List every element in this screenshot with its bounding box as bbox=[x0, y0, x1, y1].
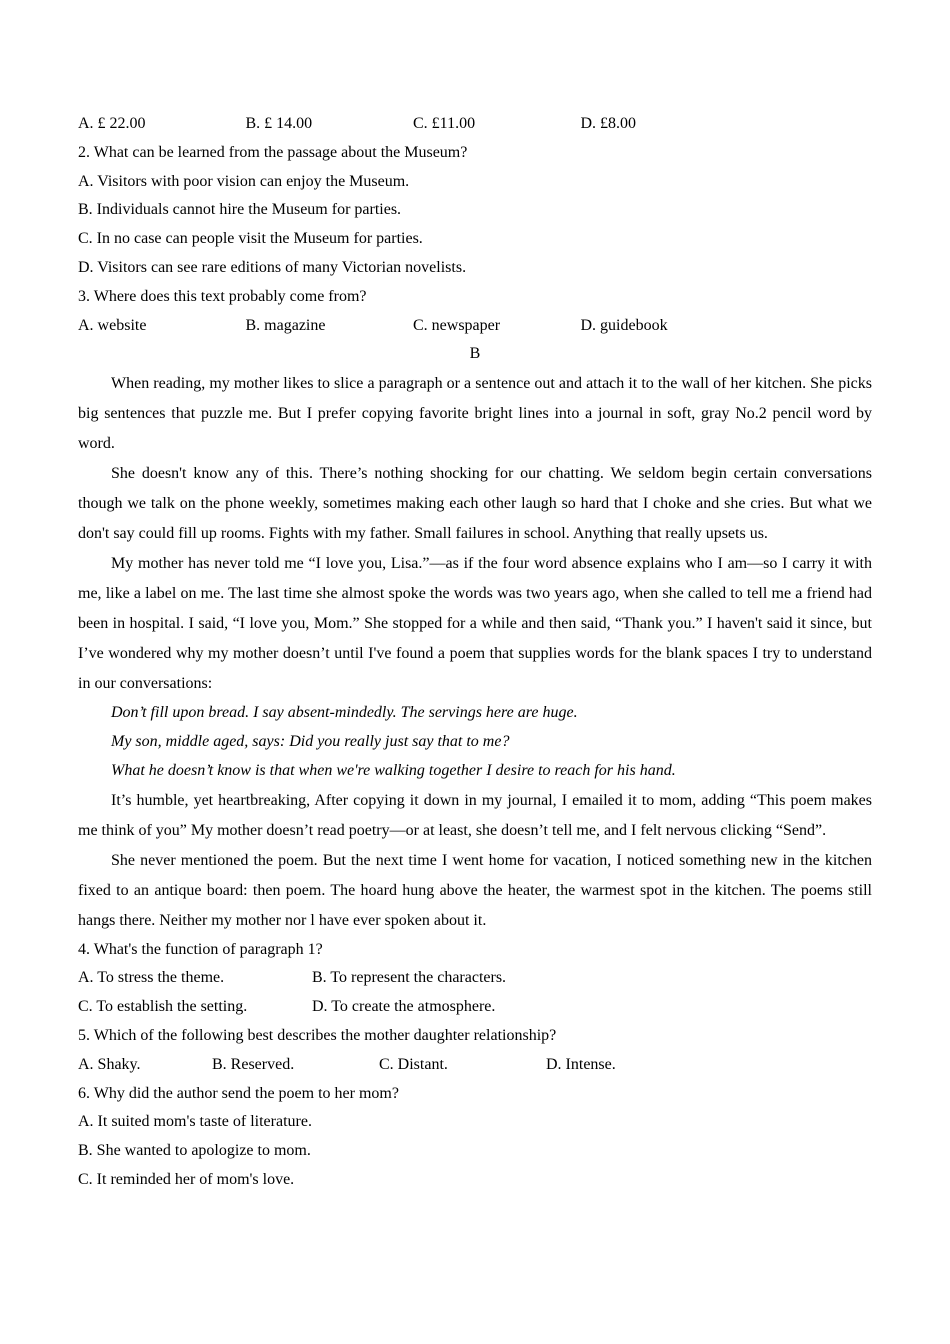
q4-question: 4. What's the function of paragraph 1? bbox=[78, 940, 323, 958]
q3-option-d: D. guidebook bbox=[580, 316, 668, 334]
q2-option-a: A. Visitors with poor vision can enjoy the Museum. bbox=[78, 172, 410, 190]
q5-option-d: D. Intense. bbox=[546, 1055, 616, 1073]
q1-option-d: D. £8.00 bbox=[580, 115, 637, 132]
q5-option-c: C. Distant. bbox=[379, 1055, 448, 1073]
passage-paragraph-4: It’s humble, yet heartbreaking, After copying it down in my journal, I emailed it to mom, adding “This poem makes me think of you” My mother doesn’t read poetry—or at least, she doesn’t tell me, and I felt nervous clicking “Send”. bbox=[78, 791, 872, 839]
q1-option-b: B. £ 14.00 bbox=[245, 115, 313, 132]
q2-option-d: D. Visitors can see rare editions of many Victorian novelists. bbox=[78, 258, 467, 276]
q3-question: 3. Where does this text probably come from? bbox=[78, 287, 367, 305]
q3-options bbox=[78, 312, 872, 341]
q4-option-b: B. To represent the characters. bbox=[312, 969, 507, 987]
q4-option-c: C. To establish the setting. bbox=[78, 998, 248, 1016]
q2-option-c: C. In no case can people visit the Museum for parties. bbox=[78, 230, 423, 248]
q5-question: 5. Which of the following best describes the mother daughter relationship? bbox=[78, 1026, 557, 1044]
exam-page bbox=[78, 110, 872, 1195]
q6-question: 6. Why did the author send the poem to her mom? bbox=[78, 1084, 399, 1102]
passage-paragraph-2: She doesn't know any of this. There’s nothing shocking for our chatting. We seldom begin certain conversations though we talk on the phone weekly, sometimes making each other laugh so hard that I choke and she cries. But what we don't say could fill up rooms. Fights with my father. Small failures in school. Anything that really upsets us. bbox=[78, 465, 872, 543]
q3-option-b: B. magazine bbox=[245, 316, 326, 334]
q2-option-b: B. Individuals cannot hire the Museum for parties. bbox=[78, 201, 402, 219]
q4-option-a: A. To stress the theme. bbox=[78, 969, 225, 987]
q6-option-b: B. She wanted to apologize to mom. bbox=[78, 1142, 311, 1160]
poem-line-1: Don’t fill upon bread. I say absent-mindedly. The servings here are huge. bbox=[111, 704, 578, 722]
passage-paragraph-3: My mother has never told me “I love you, Lisa.”—as if the four word absence explains who I am—so I carry it with me, like a label on me. The last time she almost spoke the words was two years ago, when she called to tell me a friend had been in hospital. I said, “I love you, Mom.” She stopped for a while and then said, “Thank you.” I haven't said it since, but I’ve wondered why my mother doesn’t until I've found a poem that supplies words for the blank spaces I try to understand in our conversations: bbox=[78, 555, 872, 693]
q1-option-c: C. £11.00 bbox=[413, 115, 476, 132]
q1-option-a: A. £ 22.00 bbox=[78, 115, 146, 132]
q2-question: 2. What can be learned from the passage about the Museum? bbox=[78, 143, 468, 161]
q4-option-d: D. To create the atmosphere. bbox=[312, 998, 496, 1016]
q1-options bbox=[78, 110, 872, 139]
q3-option-c: C. newspaper bbox=[413, 316, 501, 334]
section-label: B bbox=[469, 345, 481, 363]
q4-options-row-2 bbox=[78, 993, 872, 1022]
q6-option-c: C. It reminded her of mom's love. bbox=[78, 1170, 295, 1188]
poem-line-2: My son, middle aged, says: Did you really just say that to me? bbox=[111, 732, 510, 750]
q3-option-a: A. website bbox=[78, 316, 147, 334]
q6-option-a: A. It suited mom's taste of literature. bbox=[78, 1113, 312, 1131]
passage-paragraph-5: She never mentioned the poem. But the next time I went home for vacation, I noticed something new in the kitchen fixed to an antique board: then poem. The hoard hung above the heater, the warmest spot in the kitchen. The poems still hangs there. Neither my mother nor l have ever spoken about it. bbox=[78, 851, 872, 929]
q5-options bbox=[78, 1051, 872, 1080]
q5-option-a: A. Shaky. bbox=[78, 1055, 141, 1073]
passage-paragraph-1: When reading, my mother likes to slice a paragraph or a sentence out and attach it to the wall of her kitchen. She picks big sentences that puzzle me. But I prefer copying favorite bright lines into a journal in soft, gray No.2 pencil word by word. bbox=[78, 375, 872, 453]
q5-option-b: B. Reserved. bbox=[212, 1055, 295, 1073]
q4-options-row-1 bbox=[78, 964, 872, 993]
poem-line-3: What he doesn’t know is that when we're walking together I desire to reach for his hand. bbox=[111, 761, 676, 779]
